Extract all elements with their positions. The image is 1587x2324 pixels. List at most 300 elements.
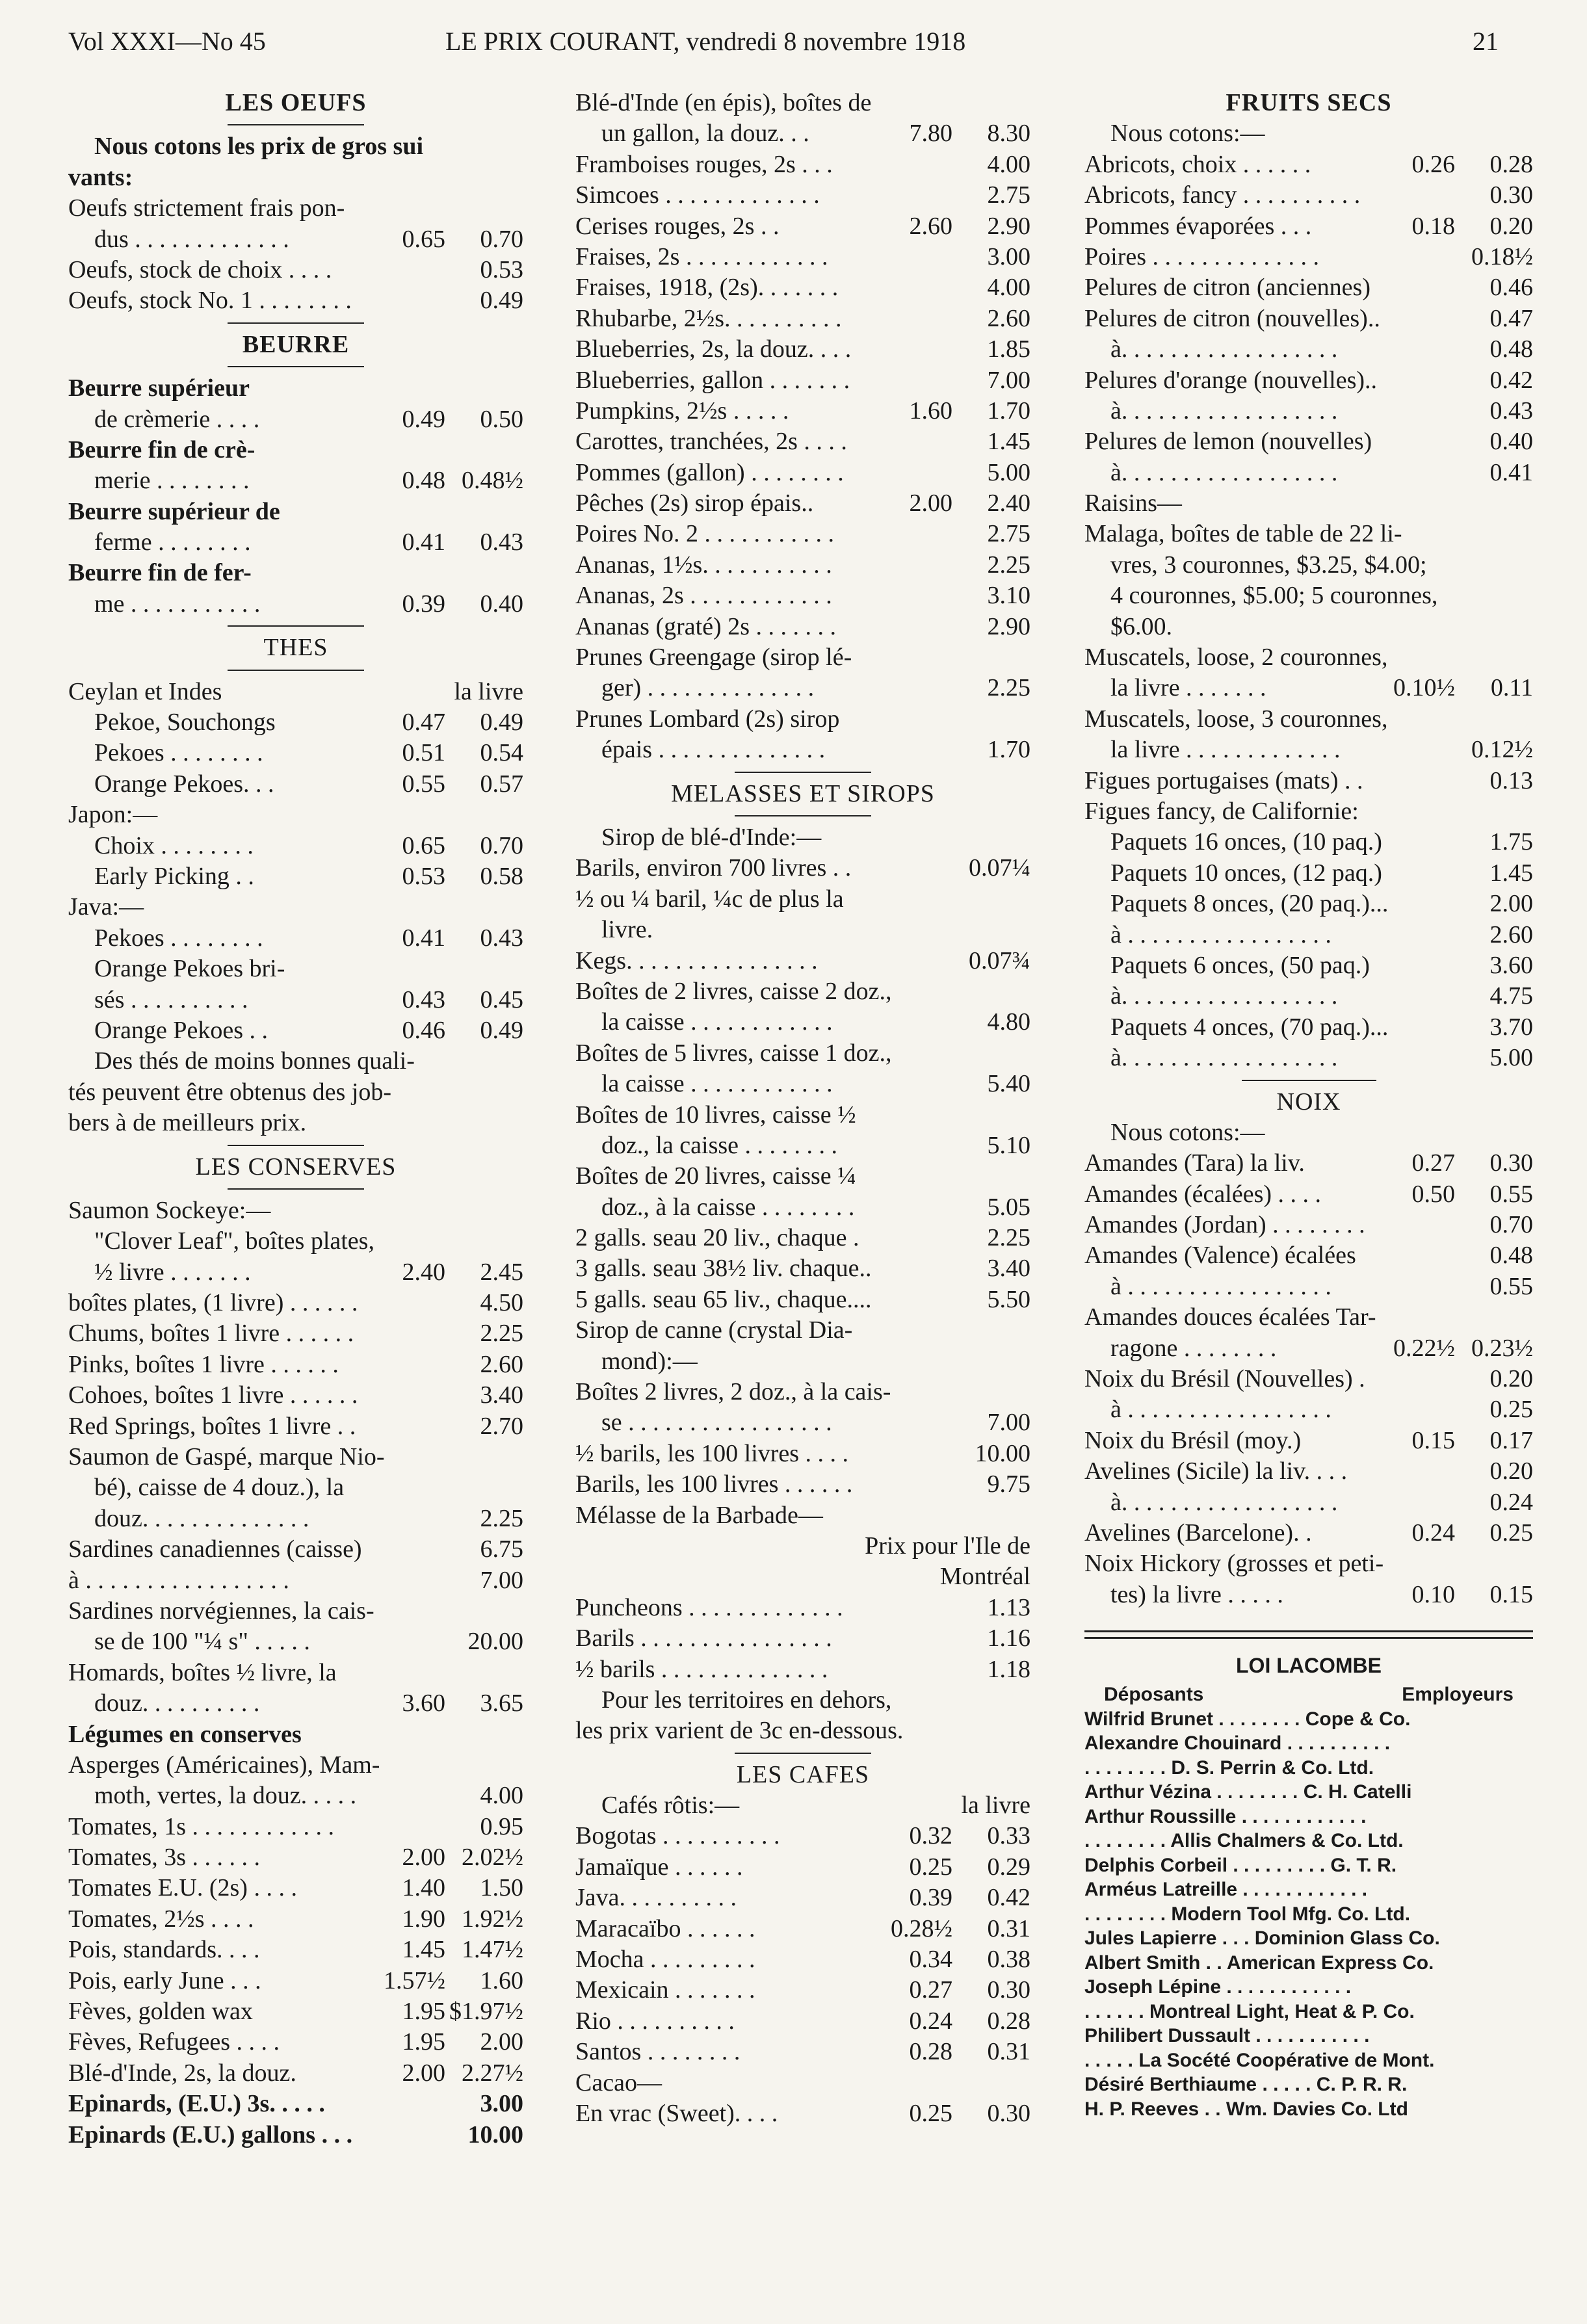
item-label: Cacao— xyxy=(575,2069,662,2096)
price-high: 2.45 xyxy=(480,1258,523,1286)
loi-lacombe-row: Wilfrid Brunet . . . . . . . . Cope & Co. xyxy=(1084,1708,1411,1730)
price-high: 3.65 xyxy=(480,1690,523,1717)
price-line xyxy=(575,365,1030,396)
loi-lacombe-row: . . . . . . . . D. S. Perrin & Co. Ltd. xyxy=(1084,1756,1374,1779)
price-value: 2.70 xyxy=(480,1412,523,1440)
price-line xyxy=(68,163,523,193)
item-label: Pelures de citron (anciennes) xyxy=(1084,274,1371,302)
item-label: Blueberries, 2s, la douz. . . . xyxy=(575,335,852,363)
price-value: 3.40 xyxy=(987,1255,1030,1283)
price-value: 5.40 xyxy=(987,1070,1030,1098)
item-label: Nous cotons:— xyxy=(1110,1118,1265,1146)
price-low: 2.00 xyxy=(909,490,952,517)
column-right xyxy=(1084,88,1533,2121)
item-label: Amandes (Valence) écalées xyxy=(1084,1242,1356,1270)
item-label: Sirop de blé-d'Inde:— xyxy=(601,823,822,851)
price-line xyxy=(68,1596,523,1626)
price-line xyxy=(68,1108,523,1138)
price-line xyxy=(575,1069,1030,1099)
price-high: 0.48½ xyxy=(462,467,523,495)
price-high: 0.15 xyxy=(1489,1580,1533,1608)
item-label: Pois, early June . . . xyxy=(68,1966,261,1994)
price-high: 0.50 xyxy=(480,405,523,433)
item-label: un gallon, la douz. . . xyxy=(601,120,809,148)
item-label: Barils, les 100 livres . . . . . . xyxy=(575,1470,853,1498)
item-label: Japon:— xyxy=(68,801,158,829)
item-label: MELASSES ET SIROPS xyxy=(671,779,935,807)
price-line xyxy=(68,285,523,316)
item-label: doz., à la caisse . . . . . . . . xyxy=(601,1193,855,1221)
price-value: 3.70 xyxy=(1489,1013,1533,1041)
item-label: LES OEUFS xyxy=(225,89,367,116)
price-line xyxy=(575,1914,1030,1944)
item-label: "Clover Leaf", boîtes plates, xyxy=(94,1227,374,1255)
item-label: Jamaïque . . . . . . xyxy=(575,1853,743,1881)
price-line xyxy=(68,861,523,892)
item-label: Fraises, 2s . . . . . . . . . . . . xyxy=(575,242,828,270)
price-low: 1.95 xyxy=(402,2028,445,2056)
price-line xyxy=(1084,334,1533,365)
price-low: 0.26 xyxy=(1411,150,1455,178)
section-rule xyxy=(1084,1074,1533,1087)
price-low: 2.00 xyxy=(402,2059,445,2087)
price-value: 0.95 xyxy=(480,1812,523,1840)
price-low: 0.43 xyxy=(402,986,445,1013)
item-label: BEURRE xyxy=(242,330,350,358)
section-heading xyxy=(575,1760,1030,1790)
price-high: 0.17 xyxy=(1489,1426,1533,1454)
price-low: 0.41 xyxy=(402,924,445,952)
item-label: Fraises, 1918, (2s). . . . . . . xyxy=(575,274,839,302)
price-value: 2.25 xyxy=(480,1504,523,1532)
price-low: 0.28 xyxy=(909,2038,952,2066)
item-label: Abricots, fancy . . . . . . . . . . xyxy=(1084,181,1361,209)
price-high: 0.55 xyxy=(1489,1180,1533,1208)
price-line xyxy=(68,373,523,404)
item-label: les prix varient de 3c en-dessous. xyxy=(575,1717,904,1745)
price-line xyxy=(575,1253,1030,1284)
price-line xyxy=(1084,1272,1533,1302)
price-value: 0.53 xyxy=(480,255,523,283)
price-value: 4.00 xyxy=(987,150,1030,178)
price-line xyxy=(1084,581,1533,611)
item-label: Carottes, tranchées, 2s . . . . xyxy=(575,428,847,456)
item-label: Epinards, (E.U.) 3s. . . . . xyxy=(68,2090,325,2118)
price-value: 0.49 xyxy=(480,287,523,315)
item-label: 4 couronnes, $5.00; 5 couronnes, xyxy=(1110,582,1438,610)
item-label: Homards, boîtes ½ livre, la xyxy=(68,1658,337,1686)
price-line xyxy=(575,1346,1030,1377)
price-low: 0.25 xyxy=(909,1853,952,1881)
price-value: 3.40 xyxy=(480,1381,523,1409)
price-low: 1.60 xyxy=(909,397,952,424)
price-high: 0.25 xyxy=(1489,1519,1533,1547)
item-label: Pekoe, Souchongs xyxy=(94,709,276,737)
price-line xyxy=(1084,981,1533,1012)
price-line xyxy=(575,884,1030,915)
item-label: Beurre supérieur de xyxy=(68,497,280,525)
price-line xyxy=(1084,272,1533,303)
price-high: 1.47½ xyxy=(462,1936,523,1964)
price-line xyxy=(1084,365,1533,396)
price-line xyxy=(68,435,523,465)
item-label: Early Picking . . xyxy=(94,862,254,890)
price-value: 1.70 xyxy=(987,736,1030,764)
item-label: Boîtes de 2 livres, caisse 2 doz., xyxy=(575,977,892,1005)
item-label: Sardines norvégiennes, la cais- xyxy=(68,1597,374,1625)
item-label: tes) la livre . . . . . xyxy=(1110,1580,1283,1608)
loi-lacombe-row: . . . . . . Montreal Light, Heat & P. Co. xyxy=(1084,2000,1415,2022)
price-line xyxy=(68,2089,523,2119)
price-line xyxy=(1084,704,1533,735)
price-line xyxy=(575,550,1030,581)
price-low: 0.39 xyxy=(402,590,445,618)
loi-lacombe-header xyxy=(1084,1682,1533,1707)
item-label: Mexicain . . . . . . . xyxy=(575,1976,755,2004)
price-line xyxy=(575,1285,1030,1315)
price-high: 1.60 xyxy=(480,1966,523,1994)
price-line xyxy=(1084,550,1533,581)
section-rule xyxy=(575,809,1030,822)
item-label: douz. . . . . . . . . . xyxy=(94,1690,260,1717)
item-label: Figues fancy, de Californie: xyxy=(1084,797,1359,825)
price-high: 0.57 xyxy=(480,770,523,798)
price-line xyxy=(1084,304,1533,334)
price-line xyxy=(1084,1012,1533,1043)
price-line xyxy=(575,1038,1030,1069)
price-high: 0.33 xyxy=(987,1822,1030,1850)
item-label: Ananas, 1½s. . . . . . . . . . . xyxy=(575,551,832,579)
price-line xyxy=(575,1821,1030,1851)
item-label: Paquets 8 onces, (20 paq.)... xyxy=(1110,890,1389,918)
price-value: 2.25 xyxy=(987,551,1030,579)
item-label: douz. . . . . . . . . . . . . . xyxy=(94,1504,309,1532)
price-line xyxy=(68,831,523,861)
item-label: à. . . . . . . . . . . . . . . . . . xyxy=(1110,1488,1338,1516)
item-label: à . . . . . . . . . . . . . . . . . xyxy=(68,1566,289,1594)
item-label: Oeufs, stock de choix . . . . xyxy=(68,255,332,283)
item-label: LES CAFES xyxy=(736,1760,870,1788)
price-line xyxy=(68,1658,523,1688)
price-value: 4.75 xyxy=(1489,982,1533,1010)
price-line xyxy=(575,1944,1030,1975)
loi-lacombe-row: Arméus Latreille . . . . . . . . . . . . xyxy=(1084,1879,1368,1901)
price-line xyxy=(68,1257,523,1288)
item-label: Nous cotons:— xyxy=(1110,120,1265,148)
price-high: 0.70 xyxy=(480,831,523,859)
item-label: Amandes (Tara) la liv. xyxy=(1084,1149,1305,1177)
price-value: 9.75 xyxy=(987,1470,1030,1498)
employers-label: Employeurs xyxy=(1402,1684,1514,1706)
item-label: Poires . . . . . . . . . . . . . . xyxy=(1084,242,1319,270)
item-label: Amandes (écalées) . . . . xyxy=(1084,1180,1322,1208)
price-low: 0.18 xyxy=(1411,212,1455,240)
price-low: 0.46 xyxy=(402,1016,445,1044)
price-low: 0.65 xyxy=(402,831,445,859)
price-high: 0.29 xyxy=(987,1853,1030,1881)
price-value: 5.10 xyxy=(987,1131,1030,1159)
item-label: Rio . . . . . . . . . . xyxy=(575,2007,735,2035)
price-value: 0.43 xyxy=(1489,397,1533,424)
item-label: à. . . . . . . . . . . . . . . . . . xyxy=(1110,335,1338,363)
price-line xyxy=(68,1904,523,1935)
price-value: 2.60 xyxy=(480,1350,523,1378)
item-label: Paquets 10 onces, (12 paq.) xyxy=(1110,859,1382,887)
price-high: 0.30 xyxy=(987,1976,1030,2004)
price-line xyxy=(68,1750,523,1781)
price-line xyxy=(68,1442,523,1472)
item-label: Orange Pekoes . . xyxy=(94,1016,268,1044)
item-label: la caisse . . . . . . . . . . . . xyxy=(601,1070,833,1098)
item-label: à. . . . . . . . . . . . . . . . . . xyxy=(1110,982,1338,1010)
price-line xyxy=(575,673,1030,703)
item-label: ½ livre . . . . . . . xyxy=(94,1258,251,1286)
price-line xyxy=(575,1007,1030,1038)
price-value: 10.00 xyxy=(467,2121,523,2148)
price-line xyxy=(68,707,523,738)
item-label: à. . . . . . . . . . . . . . . . . . xyxy=(1110,458,1338,486)
price-line xyxy=(575,1883,1030,1913)
price-value: 7.00 xyxy=(987,1409,1030,1437)
price-line xyxy=(68,2120,523,2150)
item-label: Légumes en conserves xyxy=(68,1720,302,1748)
price-line xyxy=(1084,1518,1533,1548)
item-label: 5 galls. seau 65 liv., chaque.... xyxy=(575,1285,872,1313)
item-label: Muscatels, loose, 2 couronnes, xyxy=(1084,644,1388,672)
item-label: merie . . . . . . . . xyxy=(94,467,250,495)
price-value: 3.10 xyxy=(987,582,1030,610)
price-low: 0.24 xyxy=(1411,1519,1455,1547)
price-line xyxy=(68,923,523,954)
price-line xyxy=(575,642,1030,673)
item-label: bers à de meilleurs prix. xyxy=(68,1109,307,1137)
price-line xyxy=(575,426,1030,457)
item-label: Beurre fin de crè- xyxy=(68,436,256,463)
price-value: 1.75 xyxy=(1489,828,1533,856)
price-line xyxy=(1084,858,1533,889)
item-label: ½ barils, les 100 livres . . . . xyxy=(575,1439,849,1467)
item-label: Amandes douces écalées Tar- xyxy=(1084,1303,1376,1331)
price-line xyxy=(575,1790,1030,1821)
price-high: 0.20 xyxy=(1489,212,1533,240)
price-high: 2.27½ xyxy=(462,2059,523,2087)
price-low: 0.10½ xyxy=(1393,674,1455,702)
item-label: Ananas, 2s . . . . . . . . . . . . xyxy=(575,582,832,610)
price-line xyxy=(1084,1333,1533,1364)
price-line xyxy=(575,946,1030,976)
price-low: 1.95 xyxy=(402,1998,445,2026)
price-line xyxy=(575,88,1030,118)
item-label: Saumon Sockeye:— xyxy=(68,1196,271,1224)
price-line xyxy=(575,704,1030,735)
item-label: Pour les territoires en dehors, xyxy=(601,1686,892,1714)
price-line xyxy=(68,1472,523,1503)
price-high: 2.00 xyxy=(480,2028,523,2056)
price-value: 0.13 xyxy=(1489,766,1533,794)
item-label: Barils, environ 700 livres . . xyxy=(575,854,852,882)
item-label: à . . . . . . . . . . . . . . . . . xyxy=(1110,920,1331,948)
price-high: 0.40 xyxy=(480,590,523,618)
price-line xyxy=(68,465,523,496)
price-line xyxy=(1084,1179,1533,1210)
price-low: 0.32 xyxy=(909,1822,952,1850)
item-label: Chums, boîtes 1 livre . . . . . . xyxy=(68,1320,354,1348)
price-line xyxy=(1084,1394,1533,1425)
price-line xyxy=(68,1719,523,1750)
price-line xyxy=(575,488,1030,519)
price-value: 0.70 xyxy=(1489,1211,1533,1239)
price-line xyxy=(68,954,523,984)
price-line xyxy=(575,2068,1030,2098)
item-label: Blé-d'Inde (en épis), boîtes de xyxy=(575,89,872,116)
price-value: 3.00 xyxy=(987,242,1030,270)
price-line xyxy=(68,1781,523,1811)
price-line xyxy=(68,1966,523,1996)
price-high: 0.45 xyxy=(480,986,523,1013)
price-line xyxy=(575,612,1030,642)
price-line xyxy=(575,2037,1030,2067)
item-label: ger) . . . . . . . . . . . . . . xyxy=(601,674,815,702)
price-line xyxy=(575,1407,1030,1438)
item-label: Fèves, Refugees . . . . xyxy=(68,2028,280,2056)
price-line xyxy=(575,1531,1030,1561)
price-low: 0.51 xyxy=(402,739,445,767)
price-high: 0.23½ xyxy=(1471,1334,1533,1362)
item-label: Paquets 16 onces, (10 paq.) xyxy=(1110,828,1382,856)
price-line xyxy=(575,581,1030,611)
price-line xyxy=(68,1626,523,1657)
item-label: Maracaïbo . . . . . . xyxy=(575,1914,755,1942)
price-line xyxy=(575,2006,1030,2037)
price-line xyxy=(1084,1456,1533,1487)
price-line xyxy=(1084,642,1533,673)
item-label: à. . . . . . . . . . . . . . . . . . xyxy=(1110,1044,1338,1072)
loi-lacombe-row: H. P. Reeves . . Wm. Davies Co. Ltd xyxy=(1084,2098,1408,2120)
item-label: ferme . . . . . . . . xyxy=(94,529,251,556)
price-line xyxy=(68,558,523,588)
price-value: 4.50 xyxy=(480,1289,523,1317)
price-value: 10.00 xyxy=(975,1439,1030,1467)
column-middle xyxy=(575,88,1030,2129)
item-label: à . . . . . . . . . . . . . . . . . xyxy=(1110,1396,1331,1424)
price-high: 1.50 xyxy=(480,1874,523,1902)
price-line xyxy=(575,915,1030,945)
price-value: 5.00 xyxy=(1489,1044,1533,1072)
loi-lacombe-row: Jules Lapierre . . . Dominion Glass Co. xyxy=(1084,1927,1440,1950)
item-label: Sirop de canne (crystal Dia- xyxy=(575,1316,853,1344)
price-value: 0.47 xyxy=(1489,304,1533,332)
price-high: 1.70 xyxy=(987,397,1030,424)
price-line xyxy=(1084,1043,1533,1073)
price-line xyxy=(68,1504,523,1534)
price-value: 5.50 xyxy=(987,1285,1030,1313)
price-value: 2.75 xyxy=(987,520,1030,548)
item-label: Boîtes de 20 livres, caisse ¼ xyxy=(575,1162,856,1190)
item-label: se . . . . . . . . . . . . . . . . . xyxy=(601,1409,832,1437)
item-label: bé), caisse de 4 douz.), la xyxy=(94,1474,345,1502)
item-label: livre. xyxy=(601,916,653,944)
section-heading xyxy=(68,88,523,118)
loi-lacombe-row: Joseph Lépine . . . . . . . . . . . . xyxy=(1084,1976,1352,1998)
price-low: 1.40 xyxy=(402,1874,445,1902)
price-value: 0.41 xyxy=(1489,458,1533,486)
price-line xyxy=(1084,488,1533,519)
price-value: 1.13 xyxy=(987,1593,1030,1621)
price-line xyxy=(575,2098,1030,2129)
price-value: 3.00 xyxy=(480,2090,523,2118)
item-label: vres, 3 couronnes, $3.25, $4.00; xyxy=(1110,551,1427,579)
price-value: 1.85 xyxy=(987,335,1030,363)
price-value: 2.90 xyxy=(987,612,1030,640)
item-label: Barils . . . . . . . . . . . . . . . . xyxy=(575,1625,832,1652)
item-label: Java:— xyxy=(68,893,144,921)
price-line xyxy=(68,1996,523,2027)
price-line xyxy=(68,1842,523,1873)
price-value: 1.45 xyxy=(1489,859,1533,887)
item-label: Noix du Brésil (moy.) xyxy=(1084,1426,1302,1454)
price-line xyxy=(1084,1302,1533,1333)
price-value: 1.16 xyxy=(987,1625,1030,1652)
section-rule xyxy=(68,1139,523,1152)
price-high: 2.40 xyxy=(987,490,1030,517)
price-line xyxy=(68,1226,523,1257)
price-line xyxy=(575,1975,1030,2005)
price-line xyxy=(1084,118,1533,149)
item-label: Sardines canadiennes (caisse) xyxy=(68,1535,362,1563)
price-line xyxy=(68,1077,523,1108)
price-value: 0.12½ xyxy=(1471,736,1533,764)
price-low: 7.80 xyxy=(909,120,952,148)
item-label: sés . . . . . . . . . . xyxy=(94,986,248,1013)
price-line xyxy=(575,272,1030,303)
depositors-label: Déposants xyxy=(1104,1684,1204,1706)
price-line xyxy=(575,1130,1030,1161)
item-label: Pommes (gallon) . . . . . . . . xyxy=(575,458,844,486)
price-line xyxy=(68,131,523,162)
item-label: $6.00. xyxy=(1110,612,1172,640)
price-line xyxy=(575,150,1030,180)
item-label: Tomates, 3s . . . . . . xyxy=(68,1844,260,1872)
item-label: Des thés de moins bonnes quali- xyxy=(94,1047,415,1075)
price-value: 6.75 xyxy=(480,1535,523,1563)
item-label: Tomates, 2½s . . . . xyxy=(68,1905,254,1933)
price-high: 0.70 xyxy=(480,225,523,253)
publication-title: LE PRIX COURANT, vendredi 8 novembre 1918 xyxy=(445,27,966,56)
item-label: NOIX xyxy=(1276,1088,1341,1116)
price-high: 8.30 xyxy=(987,120,1030,148)
loi-lacombe-section xyxy=(1084,1654,1533,2121)
item-label: la caisse . . . . . . . . . . . . xyxy=(601,1008,833,1036)
price-low: 0.22½ xyxy=(1393,1334,1455,1362)
price-low: 2.40 xyxy=(402,1258,445,1286)
item-label: se de 100 "¼ s" . . . . . xyxy=(94,1628,310,1656)
item-label: Pelures d'orange (nouvelles).. xyxy=(1084,366,1378,394)
price-line xyxy=(1084,1426,1533,1456)
price-line xyxy=(1084,426,1533,457)
price-line xyxy=(68,1046,523,1077)
price-value: 4.00 xyxy=(480,1782,523,1810)
section-heading xyxy=(1084,88,1533,118)
item-label: Paquets 4 onces, (70 paq.)... xyxy=(1110,1013,1389,1041)
price-value: 0.55 xyxy=(1489,1272,1533,1300)
price-line xyxy=(1084,673,1533,703)
price-line xyxy=(68,2058,523,2089)
price-value: 7.00 xyxy=(987,366,1030,394)
item-label: ½ ou ¼ baril, ¼c de plus la xyxy=(575,885,844,913)
price-low: 0.28½ xyxy=(891,1914,952,1942)
item-label: Tomates, 1s . . . . . . . . . . . . xyxy=(68,1812,334,1840)
price-line xyxy=(575,180,1030,211)
